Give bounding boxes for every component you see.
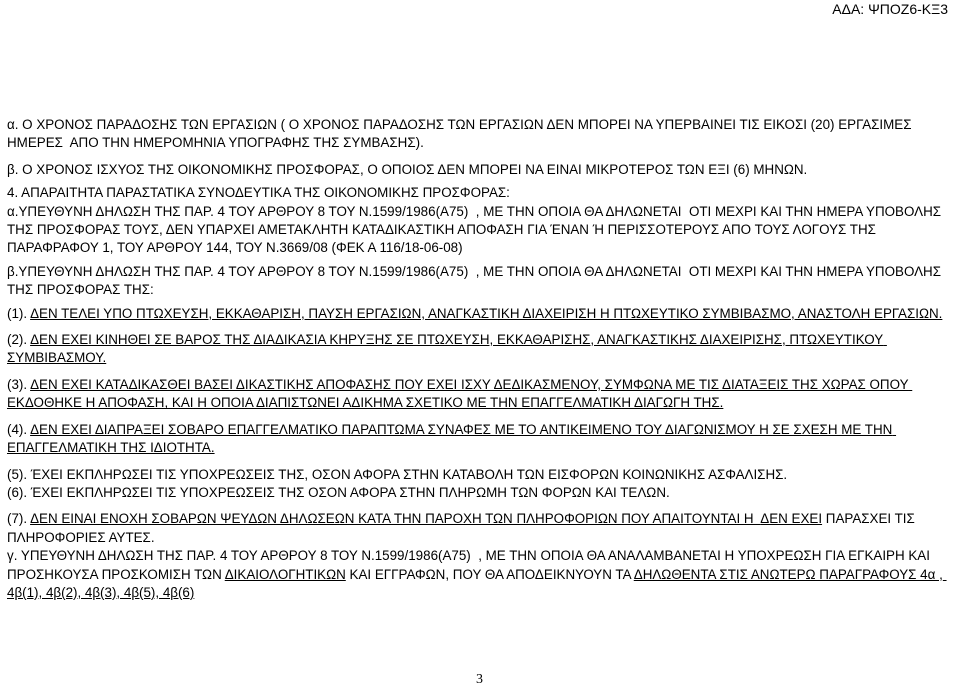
document-body: [7, 116, 952, 602]
page-number: 3: [476, 672, 483, 687]
paragraph-a: α. Ο ΧΡΟΝΟΣ ΠΑΡΑΔΟΣΗΣ ΤΩΝ ΕΡΓΑΣΙΩΝ ( Ο ΧΡΟΝΟΣ ΠΑΡΑΔΟΣΗΣ ΤΩΝ ΕΡΓΑΣΙΩΝ ΔΕΝ ΜΠΟΡΕΙ ΝΑ ΥΠΕΡΒΑΙΝΕΙ ΤΙΣ ΕΙΚΟΣΙ (20) ΕΡΓΑΣΙΜΕΣ ΗΜΕΡΕΣ ΑΠΟ ΤΗΝ ΗΜΕΡΟΜΗΝΙΑ ΥΠΟΓΡΑΦΗΣ ΤΗΣ ΣΥΜΒΑΣΗΣ).: [7, 117, 916, 151]
section-4b: β.ΥΠΕΥΘΥΝΗ ΔΗΛΩΣΗ ΤΗΣ ΠΑΡ. 4 ΤΟΥ ΑΡΘΡΟΥ 8 ΤΟΥ Ν.1599/1986(Α75) , ΜΕ ΤΗΝ ΟΠΟΙΑ ΘΑ ΔΗΛΩΝΕΤΑΙ ΟΤΙ ΜΕΧΡΙ ΚΑΙ ΤΗΝ ΗΜΕΡΑ ΥΠΟΒΟΛΗΣ ΤΗΣ ΠΡΟΣΦΟΡΑΣ ΤΗΣ:: [7, 263, 945, 298]
item-2-number: (2).: [7, 332, 31, 348]
section-4-heading: 4. ΑΠΑΡΑΙΤΗΤΑ ΠΑΡΑΣΤΑΤΙΚΑ ΣΥΝΟΔΕΥΤΙΚΑ ΤΗΣ ΟΙΚΟΝΟΜΙΚΗΣ ΠΡΟΣΦΟΡΑΣ:: [7, 185, 510, 201]
paragraph-b: β. Ο ΧΡΟΝΟΣ ΙΣΧΥΟΣ ΤΗΣ ΟΙΚΟΝΟΜΙΚΗΣ ΠΡΟΣΦΟΡΑΣ, Ο ΟΠΟΙΟΣ ΔΕΝ ΜΠΟΡΕΙ ΝΑ ΕΙΝΑΙ ΜΙΚΡΟΤΕΡΟΣ ΤΩΝ ΕΞΙ (6) ΜΗΝΩΝ.: [7, 161, 808, 177]
item-2-text: ΔΕΝ ΕΧΕΙ ΚΙΝΗΘΕΙ ΣΕ ΒΑΡΟΣ ΤΗΣ ΔΙΑΔΙΚΑΣΙΑ ΚΗΡΥΞΗΣ ΣΕ ΠΤΩΧΕΥΣΗ, ΕΚΚΑΘΑΡΙΣΗΣ, ΑΝΑΓΚΑΣΤΙΚΗΣ ΔΙΑΧΕΙΡΙΣΗΣ, ΠΤΩΧΕΥΤΙΚΟΥ ΣΥΜΒΙΒΑΣΜΟΥ.: [7, 332, 887, 366]
item-7: [7, 510, 952, 547]
item-1-number: (1).: [7, 305, 31, 321]
item-4: [7, 421, 952, 458]
item-7-text-b: ΔΕΝ ΕΧΕΙ: [760, 511, 823, 527]
item-3: [7, 376, 952, 413]
item-3-number: (3).: [7, 376, 31, 392]
section-4c-b: ΔΙΚΑΙΟΛΟΓΗΤΙΚΩΝ: [224, 566, 346, 582]
item-6-text: (6). ΈΧΕΙ ΕΚΠΛΗΡΩΣΕΙ ΤΙΣ ΥΠΟΧΡΕΩΣΕΙΣ ΤΗΣ ΟΣΟΝ ΑΦΟΡΑ ΣΤΗΝ ΠΛΗΡΩΜΗ ΤΩΝ ΦΟΡΩΝ ΚΑΙ ΤΕΛΩΝ.: [7, 484, 670, 500]
item-1-text: ΔΕΝ ΤΕΛΕΙ ΥΠΟ ΠΤΩΧΕΥΣΗ, ΕΚΚΑΘΑΡΙΣΗ, ΠΑΥΣΗ ΕΡΓΑΣΙΩΝ, ΑΝΑΓΚΑΣΤΙΚΗ ΔΙΑΧΕΙΡΙΣΗ Η ΠΤΩΧΕΥΤΙΚΟ ΣΥΜΒΙΒΑΣΜΟ, ΑΝΑΣΤΟΛΗ ΕΡΓΑΣΙΩΝ.: [30, 305, 943, 321]
section-4a: α.ΥΠΕΥΘΥΝΗ ΔΗΛΩΣΗ ΤΗΣ ΠΑΡ. 4 ΤΟΥ ΑΡΘΡΟΥ 8 ΤΟΥ Ν.1599/1986(Α75) , ΜΕ ΤΗΝ ΟΠΟΙΑ ΘΑ ΔΗΛΩΝΕΤΑΙ ΟΤΙ ΜΕΧΡΙ ΚΑΙ ΤΗΝ ΗΜΕΡΑ ΥΠΟΒΟΛΗΣ ΤΗΣ ΠΡΟΣΦΟΡΑΣ ΤΟΥΣ, ΔΕΝ ΥΠΑΡΧΕΙ ΑΜΕΤΑΚΛΗΤΗ ΚΑΤΑΔΙΚΑΣΤΙΚΗ ΑΠΟΦΑΣΗ ΓΙΑ ΈΝΑΝ Ή ΠΕΡΙΣΣΟΤΕΡΟΥΣ ΑΠΟ ΤΟΥΣ ΛΟΓΟΥΣ ΤΗΣ ΠΑΡΑΦΡΑΦΟΥ 1, ΤΟΥ ΑΡΘΡΟΥ 144, ΤΟΥ Ν.3669/08 (ΦΕΚ Α 116/18-06-08): [7, 203, 945, 256]
section-4c-a: γ. ΥΠΕΥΘΥΝΗ ΔΗΛΩΣΗ ΤΗΣ ΠΑΡ. 4 ΤΟΥ ΑΡΘΡΟΥ 8 ΤΟΥ Ν.1599/1986(Α75) , ΜΕ ΤΗΝ ΟΠΟΙΑ ΘΑ ΑΝΑΛΑΜΒΑΝΕΤΑΙ Η ΥΠΟΧΡΕΩΣΗ ΓΙΑ ΕΓΚΑΙΡΗ ΚΑΙ ΠΡΟΣΗΚΟΥΣΑ ΠΡΟΣΚΟΜΙΣΗ ΤΩΝ: [7, 548, 934, 582]
item-4-text: ΔΕΝ ΕΧΕΙ ΔΙΑΠΡΑΞΕΙ ΣΟΒΑΡΟ ΕΠΑΓΓΕΛΜΑΤΙΚΟ ΠΑΡΑΠΤΩΜΑ ΣΥΝΑΦΕΣ ΜΕ ΤΟ ΑΝΤΙΚΕΙΜΕΝΟ ΤΟΥ ΔΙΑΓΩΝΙΣΜΟΥ Η ΣΕ ΣΧΕΣΗ ΜΕ ΤΗΝ ΕΠΑΓΓΕΛΜΑΤΙΚΗ ΤΗΣ ΙΔΙΟΤΗΤΑ.: [7, 421, 897, 456]
item-2: [7, 331, 952, 368]
item-1: [7, 305, 952, 323]
item-7-text-a: ΔΕΝ ΕΙΝΑΙ ΕΝΟΧΗ ΣΟΒΑΡΩΝ ΨΕΥΔΩΝ ΔΗΛΩΣΕΩΝ ΚΑΤΑ ΤΗΝ ΠΑΡΟΧΗ ΤΩΝ ΠΛΗΡΟΦΟΡΙΩΝ ΠΟΥ ΑΠΑΙΤΟΥΝΤΑΙ Η: [30, 511, 761, 527]
section-4c-d: ΔΗΛΩΘΕΝΤΑ ΣΤΙΣ ΑΝΩΤΕΡΩ ΠΑΡΑΓΡΑΦΟΥΣ 4α , 4β(1), 4β(2), 4β(3), 4β(5), 4β(6): [7, 566, 947, 600]
item-6: [7, 484, 952, 502]
ada-code: ΑΔΑ: ΨΠΟΖ6-ΚΞ3: [832, 1, 948, 17]
item-4-number: (4).: [7, 421, 31, 437]
item-5: [7, 466, 952, 484]
item-5-text: (5). ΈΧΕΙ ΕΚΠΛΗΡΩΣΕΙ ΤΙΣ ΥΠΟΧΡΕΩΣΕΙΣ ΤΗΣ, ΟΣΟΝ ΑΦΟΡΑ ΣΤΗΝ ΚΑΤΑΒΟΛΗ ΤΩΝ ΕΙΣΦΟΡΩΝ ΚΟΙΝΩΝΙΚΗΣ ΑΣΦΑΛΙΣΗΣ.: [7, 466, 788, 482]
item-7-number: (7).: [7, 511, 31, 527]
section-4c-c: ΚΑΙ ΕΓΓΡΑΦΩΝ, ΠΟΥ ΘΑ ΑΠΟΔΕΙΚΝΥΟΥΝ ΤΑ: [345, 566, 634, 582]
item-7-text-c: ΠΑΡΑΣΧΕΙ ΤΙΣ ΠΛΗΡΟΦΟΡΙΕΣ ΑΥΤΕΣ.: [7, 511, 919, 545]
section-4c: [7, 547, 952, 602]
item-3-text: ΔΕΝ ΕΧΕΙ ΚΑΤΑΔΙΚΑΣΘΕΙ ΒΑΣΕΙ ΔΙΚΑΣΤΙΚΗΣ ΑΠΟΦΑΣΗΣ ΠΟΥ ΕΧΕΙ ΙΣΧΥ ΔΕΔΙΚΑΣΜΕΝΟΥ, ΣΥΜΦΩΝΑ ΜΕ ΤΙΣ ΔΙΑΤΑΞΕΙΣ ΤΗΣ ΧΩΡΑΣ ΟΠΟΥ ΕΚΔΟΘΗΚΕ Η ΑΠΟΦΑΣΗ, ΚΑΙ Η ΟΠΟΙΑ ΔΙΑΠΙΣΤΩΝΕΙ ΑΔΙΚΗΜΑ ΣΧΕΤΙΚΟ ΜΕ ΤΗΝ ΕΠΑΓΓΕΛΜΑΤΙΚΗ ΔΙΑΓΩΓΗ ΤΗΣ.: [7, 376, 913, 411]
